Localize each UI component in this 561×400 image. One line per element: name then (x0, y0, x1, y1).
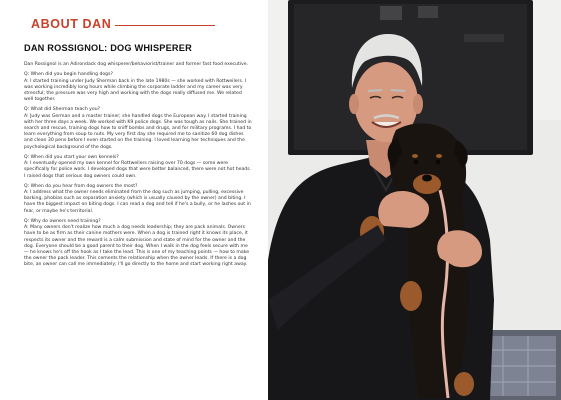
tv-reflection (418, 6, 438, 18)
qa-paragraph: Q: Why do owners need training? A: Many owners don't realize how much a dog needs leadership; they are pack animals. Owners have to be as firm as their canine mothers were. When a dog is trained right it knows its place, it respects its owner and the reward is a calm submission and state of mind for the owner and the dog. Everyone should be a good parent to their dog. When I walk in the dog feels secure with me — he knows he's off the hook as I take the lead. This is one of my teaching points — how to make the owner the pack leader. This cements the relationship when the owner leads. If there is a dog bite, an owner can call me immediately; I'll go directly to the home and start working right away. (24, 218, 250, 268)
tv-reflection (464, 34, 504, 42)
photo-illustration (268, 0, 561, 400)
puppy-eye (436, 160, 441, 165)
qa-paragraph: Q: When did you begin handling dogs? A: I started training under Judy Sherman back in the late 1980s — she worked with Rottweilers. I was working incredibly long hours while climbing the corporate ladder and my career was very stressful; the pressure was very high and working with the dogs really diffused me. We related well together. (24, 72, 247, 103)
article-body (24, 62, 252, 273)
puppy-paw (400, 281, 422, 311)
puppy-eye (414, 160, 419, 165)
article-column (0, 0, 262, 400)
portrait-photo (268, 0, 561, 400)
puppy-brow (412, 154, 418, 158)
qa-paragraph: Q: When did you start your own kennels? A: I eventually opened my own kennel for Rottweilers raising over 70 dogs — some were specifically for police work. I developed dogs that were better balanced, there were not hot heads. I raised dogs that serious dog owners could own. (24, 154, 252, 179)
section-title: ABOUT DAN (31, 17, 112, 31)
ear (349, 94, 359, 114)
puppy-brow (436, 154, 442, 158)
intro-paragraph: Dan Rossignol is an Adirondack dog whisperer/behaviorist/trainer and former fast food executive. (24, 62, 249, 67)
tv-reflection (380, 6, 402, 20)
qa-paragraph: Q: What did Sherman teach you? A: Judy was German and a master trainer; she handled dogs the European way. I started training with her three days a week. We worked with K9 police dogs. She was tough as nails. She trained in search and rescue, training dogs how to sniff bombs and drugs, and for military programs. I had to learn everything from soup to nuts. My very first day she required me to sanitize 60 dog dishes and clean 30 pens before I even started on the training. I loved learning her techniques and the psychological background of the dogs. (24, 107, 252, 150)
puppy-paw (454, 372, 474, 396)
puppy-nose (422, 175, 432, 182)
ear (413, 94, 423, 114)
article-heading: DAN ROSSIGNOL: DOG WHISPERER (24, 43, 192, 53)
title-rule (115, 25, 215, 26)
qa-paragraph: Q: When do you hear from dog owners the most? A: I address what the owner needs eliminated from the dog such as jumping, pulling, excessive barking, phobias such as separation anxiety (which is usually caused by the owner) and biting. I have the biggest impact on biting dogs. I can read a dog and tell if he's a bully, or he lashes out in fear, or maybe he's territorial. (24, 183, 251, 214)
